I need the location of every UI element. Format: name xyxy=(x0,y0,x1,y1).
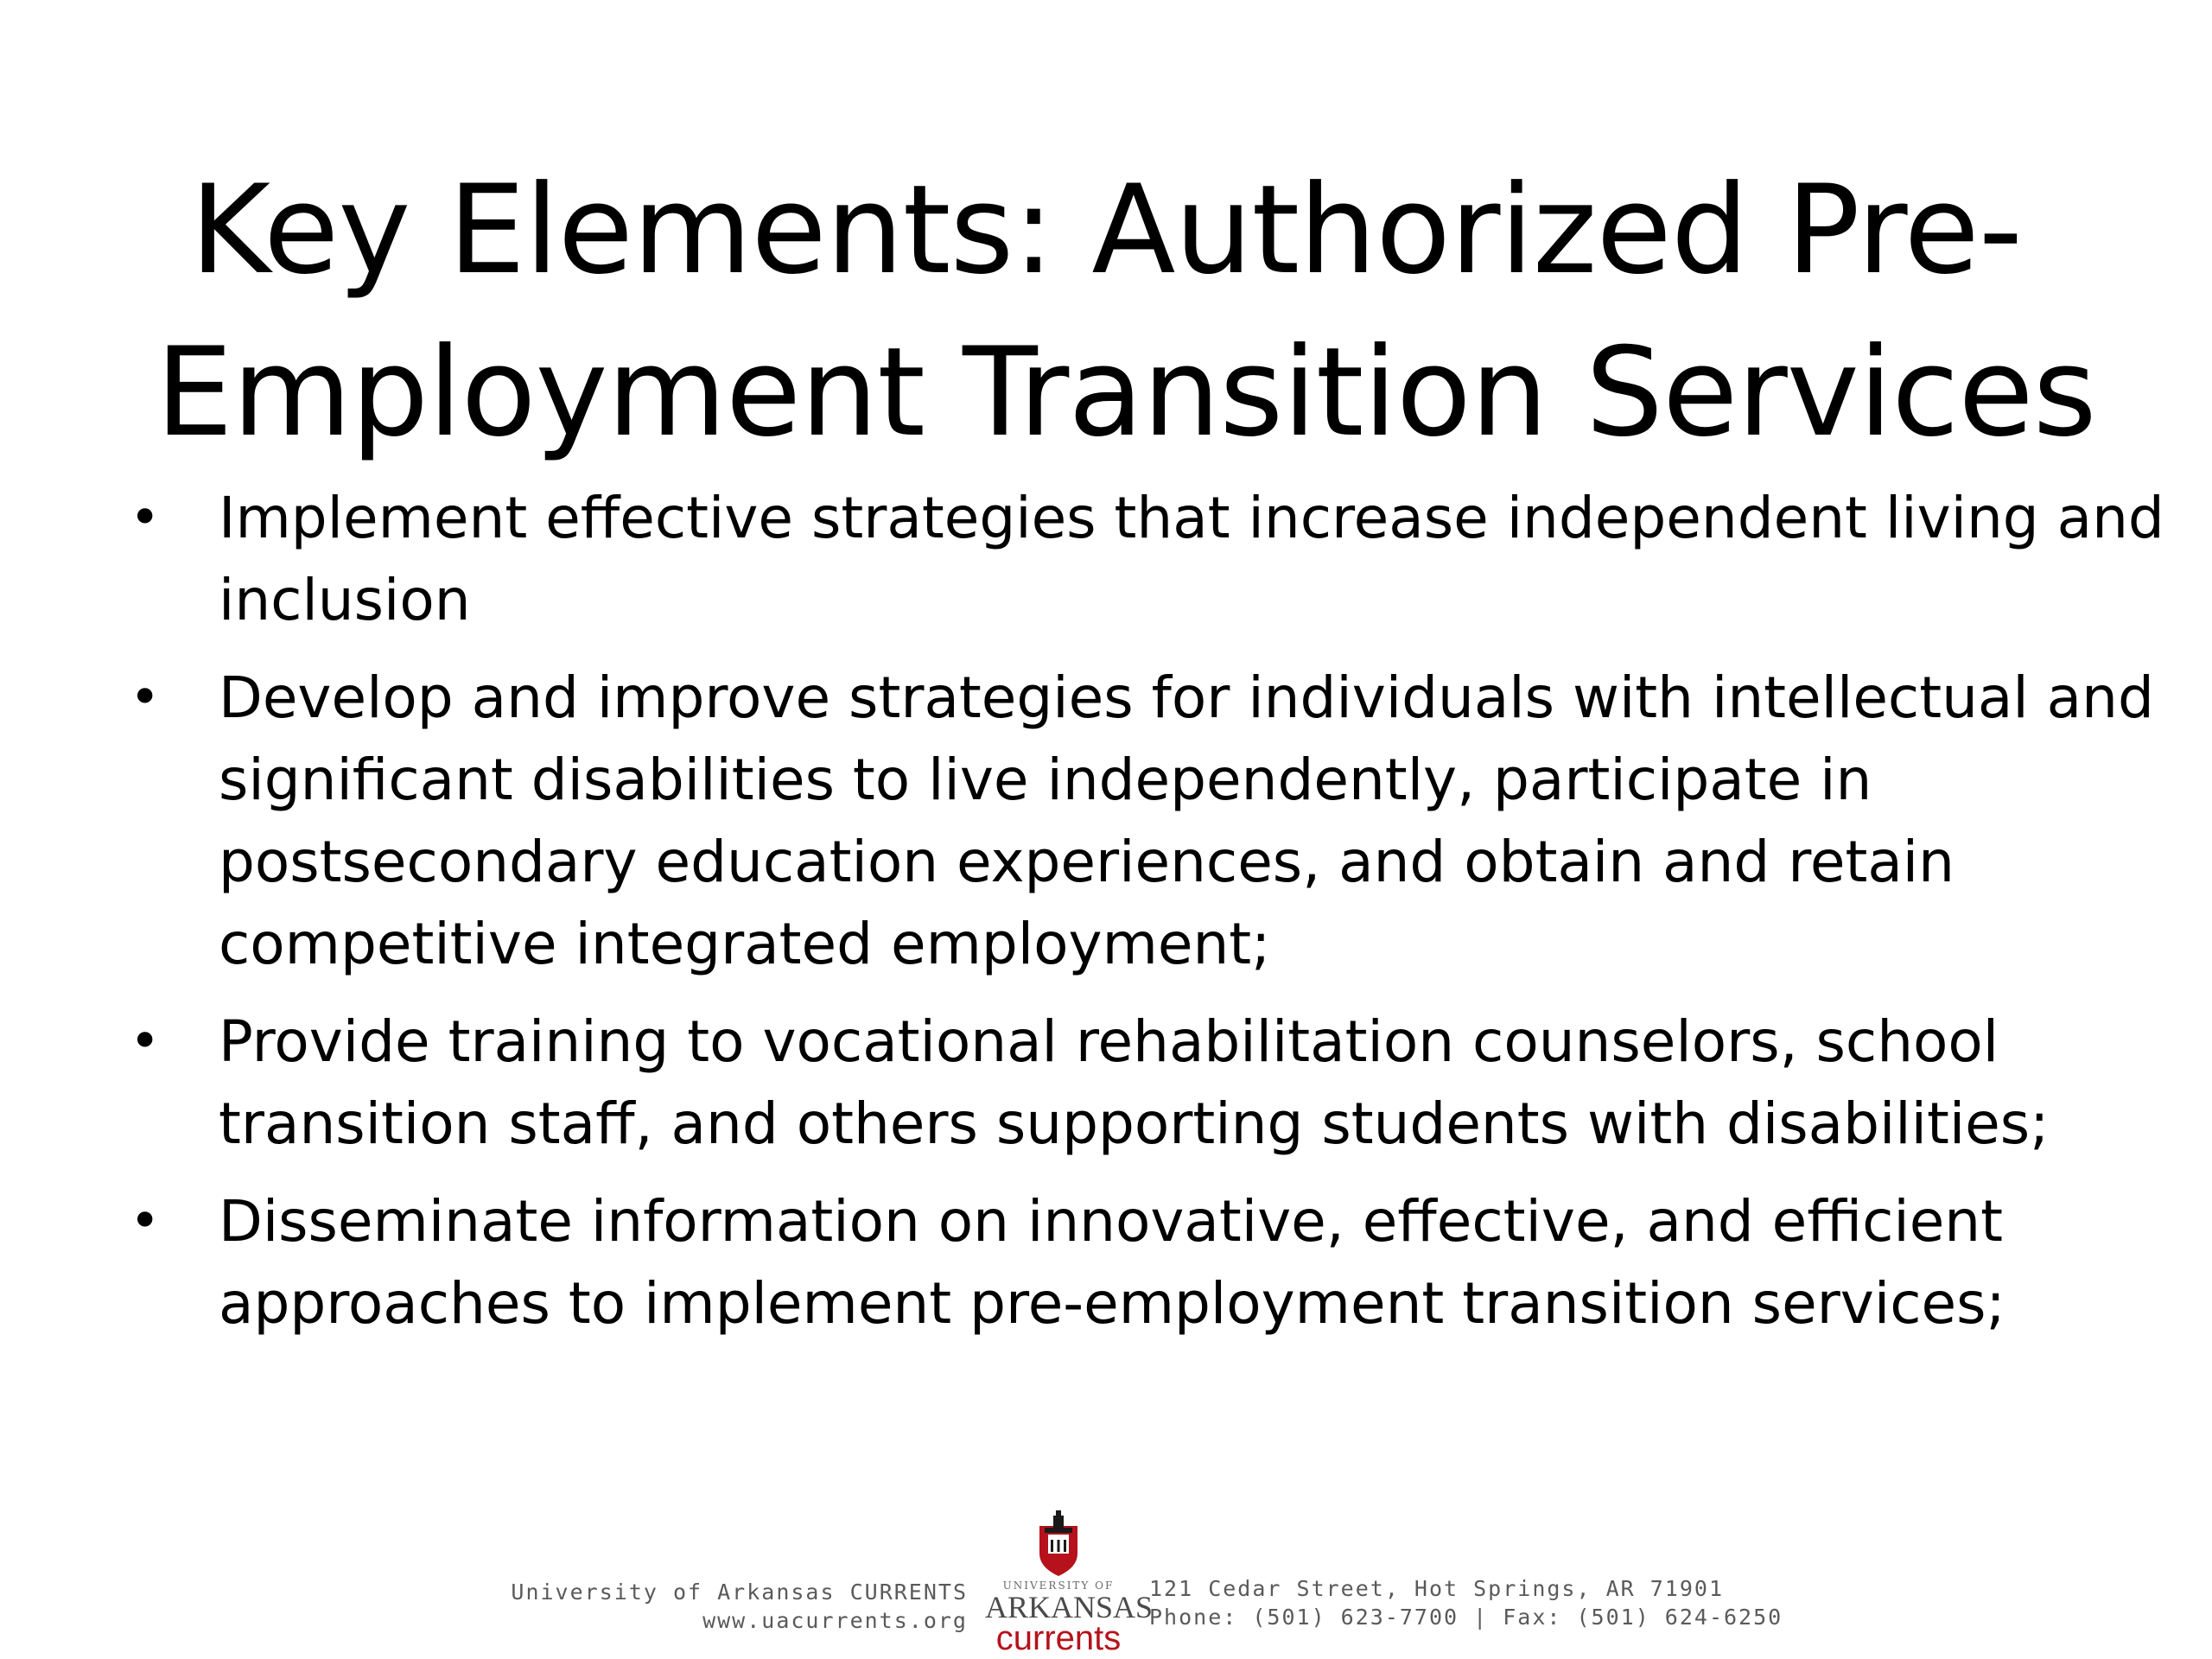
logo-university-text: UNIVERSITY OF xyxy=(1002,1580,1115,1592)
bullet-text xyxy=(219,477,2164,641)
bullet-text xyxy=(219,657,2154,985)
bullet-3-line-1: Provide training to vocational rehabilitation counselors, school xyxy=(219,1008,1999,1075)
bullet-1-line-1: Implement effective strategies that increase independent living and xyxy=(219,485,2164,551)
bullet-2-line-1: Develop and improve strategies for individuals with intellectual and xyxy=(219,664,2154,731)
bullet-dot: • xyxy=(130,487,161,548)
bullet-4-line-1: Disseminate information on innovative, effective, and efficient xyxy=(219,1188,2004,1255)
slide-title xyxy=(156,149,2096,474)
bullet-list xyxy=(130,477,2164,1360)
bullet-dot: • xyxy=(130,667,161,728)
footer-phone-fax: Phone: (501) 623-7700 | Fax: (501) 624-6250 xyxy=(1149,1605,1783,1630)
footer-org-info xyxy=(511,1578,968,1635)
bullet-dot: • xyxy=(130,1011,161,1071)
footer-org-name: University of Arkansas CURRENTS xyxy=(511,1580,968,1605)
bullet-1-line-2: inclusion xyxy=(219,567,471,633)
bullet-item-3 xyxy=(130,1001,2117,1165)
footer-address: 121 Cedar Street, Hot Springs, AR 71901 xyxy=(1149,1576,1724,1601)
title-line-1: Key Elements: Authorized Pre- xyxy=(189,159,2023,302)
bullet-2-line-3: postsecondary education experiences, and obtain and retain xyxy=(219,829,1955,895)
old-main-crest-icon xyxy=(1033,1509,1084,1578)
footer-contact-info xyxy=(1149,1574,1783,1631)
bullet-3-line-2: transition staff, and others supporting students with disabilities; xyxy=(219,1090,2050,1157)
slide-footer xyxy=(0,1503,2212,1659)
logo-arkansas-text: ARKANSAS xyxy=(985,1590,1154,1624)
bullet-item-1 xyxy=(130,477,2164,641)
footer-website: www.uacurrents.org xyxy=(702,1608,968,1633)
bullet-item-4 xyxy=(130,1180,2117,1344)
bullet-text xyxy=(219,1180,2117,1344)
bullet-dot: • xyxy=(130,1191,161,1251)
bullet-2-line-2: significant disabilities to live independently, participate in xyxy=(219,747,1872,813)
bullet-2-line-4: competitive integrated employment; xyxy=(219,911,1271,977)
logo-currents-text: currents xyxy=(995,1619,1122,1657)
bullet-text xyxy=(219,1001,2117,1165)
ua-currents-logo xyxy=(985,1503,1154,1659)
bullet-item-2 xyxy=(130,657,2154,985)
bullet-4-line-2: approaches to implement pre-employment transition services; xyxy=(219,1270,2005,1337)
title-line-2: Employment Transition Services xyxy=(156,321,2096,465)
